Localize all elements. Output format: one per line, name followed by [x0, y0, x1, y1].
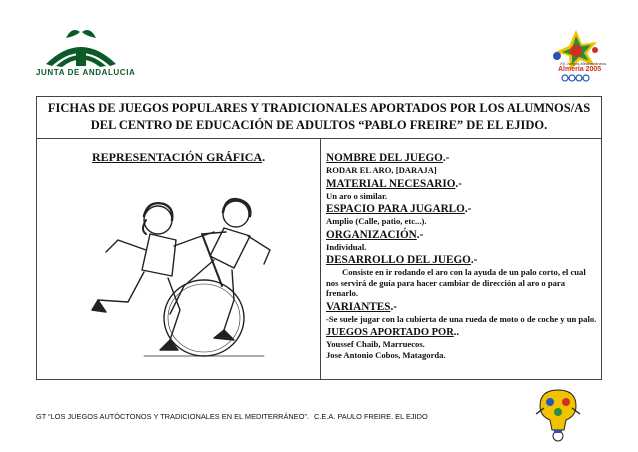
desarrollo-text: Consiste en ir rodando el aro con la ayuda de un palo corto, el cual nos servirá de guía para hacer cambiar de dirección al aro o para frenarlo.: [326, 267, 586, 298]
label-suffix: .-: [455, 177, 462, 190]
almeria-2005-logo: [545, 28, 607, 84]
aportado-suffix: ..: [453, 327, 460, 338]
games-mascot-icon: [528, 386, 588, 446]
variantes-text: -Se suele jugar con la cubierta de una rueda de moto o de coche y un palo.: [326, 313, 597, 324]
desarrollo-heading: [326, 254, 598, 267]
espacio-heading: [326, 203, 598, 216]
aportado-name-1: Youssef Chaib, Marruecos.: [326, 339, 425, 349]
card-title-line2: DEL CENTRO DE EDUCACIÓN DE ADULTOS “PABLO FREIRE” DE EL EJIDO.: [90, 118, 548, 132]
label-suffix: .-: [390, 300, 397, 313]
graphic-representation-heading: [92, 150, 265, 165]
organizacion-label: ORGANIZACIÓN: [326, 228, 417, 241]
organizacion-text: Individual.: [326, 241, 367, 252]
table-divider-horizontal: [36, 138, 602, 139]
nombre-label: NOMBRE DEL JUEGO: [326, 152, 443, 164]
nombre-heading: [326, 152, 598, 165]
aportado-name-2: Jose Antonio Cobos, Matagorda.: [326, 349, 446, 360]
card-title: [36, 100, 602, 134]
material-text: Un aro o similar.: [326, 190, 388, 201]
footer-working-group: GT “LOS JUEGOS AUTÓCTONOS Y TRADICIONALES EN EL MEDITERRÁNEO”.: [36, 412, 309, 421]
aportado-label: JUEGOS APORTADO POR: [326, 327, 454, 338]
table-divider-vertical: [320, 138, 321, 380]
label-suffix: .-: [470, 254, 478, 266]
variantes-heading: [326, 301, 598, 314]
almeria-logo-year: Almería 2005: [558, 66, 602, 73]
graphic-representation-label: REPRESENTACIÓN GRÁFICA: [92, 150, 263, 164]
almeria-logo-subtitle: XV Juegos Mediterráneos: [560, 61, 607, 66]
game-details-column: [326, 150, 598, 360]
footer-school: C.E.A. PAULO FREIRE. EL EJIDO: [314, 412, 428, 421]
material-label: MATERIAL NECESARIO: [326, 177, 456, 190]
label-suffix: .-: [416, 228, 424, 241]
card-title-line1: FICHAS DE JUEGOS POPULARES Y TRADICIONALES APORTADOS POR LOS ALUMNOS/AS: [47, 101, 591, 115]
junta-logo-text: JUNTA DE ANDALUCIA: [36, 68, 136, 77]
children-rolling-hoop-illustration: [84, 190, 296, 368]
graphic-representation-suffix: .: [262, 150, 266, 164]
espacio-label: ESPACIO PARA JUGARLO: [326, 203, 465, 215]
espacio-text: Amplio (Calle, patio, etc...).: [326, 216, 427, 226]
material-heading: [326, 178, 598, 191]
aportado-heading: [326, 326, 598, 339]
organizacion-heading: [326, 229, 598, 242]
variantes-label: VARIANTES: [326, 300, 391, 313]
desarrollo-label: DESARROLLO DEL JUEGO: [326, 254, 471, 266]
label-suffix: .-: [442, 152, 450, 164]
label-suffix: .-: [464, 203, 472, 215]
nombre-text: RODAR EL ARO, [DARAJA]: [326, 165, 437, 175]
